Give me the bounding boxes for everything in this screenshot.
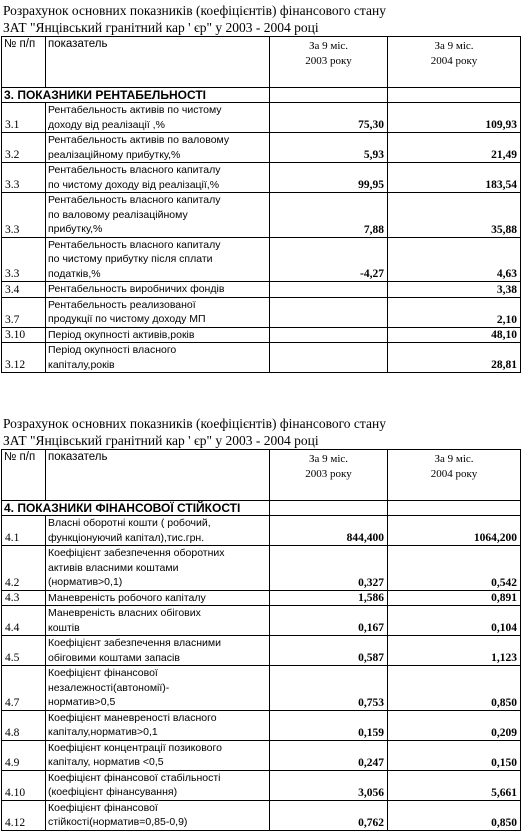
row-number: 3.7 bbox=[2, 297, 46, 327]
value-2003: 0,762 bbox=[270, 800, 388, 830]
header-2004-line2: 2004 року bbox=[430, 55, 478, 67]
header-2003-line1: За 9 міс. bbox=[308, 40, 349, 52]
header-2003-line1: За 9 міс. bbox=[308, 453, 349, 465]
indicator-name-line: Період окупності активів,років bbox=[48, 328, 195, 341]
row-number: 3.1 bbox=[2, 103, 46, 133]
header-2004-line1: За 9 міс. bbox=[434, 453, 474, 465]
document-title-line1: Розрахунок основних показників (коефіцієнтів) фінансового стану bbox=[3, 416, 386, 431]
table-row bbox=[2, 163, 521, 193]
indicator-name-line: капіталу, норматив <0,5 bbox=[48, 756, 164, 768]
table-row bbox=[2, 606, 521, 636]
row-number: 4.10 bbox=[2, 770, 46, 800]
indicator-name-line: (коефіцієнт фінансування) bbox=[48, 786, 178, 798]
indicator-name-line: Коефіцієнт фінансової стабільності bbox=[48, 771, 221, 784]
indicator-name-line: по чистому доходу від реалізації,% bbox=[48, 178, 220, 191]
value-2004: 0,209 bbox=[388, 710, 521, 740]
indicator-name bbox=[46, 163, 270, 193]
header-num: № п/п bbox=[2, 37, 46, 88]
indicator-name-line: незалежності(автономії)- bbox=[48, 681, 170, 694]
table-row bbox=[2, 546, 521, 591]
row-number: 4.12 bbox=[2, 800, 46, 830]
indicator-name-line: стійкості(норматив=0,85-0,9) bbox=[48, 816, 188, 828]
table-row bbox=[2, 327, 521, 343]
row-number: 4.5 bbox=[2, 636, 46, 666]
stability-table bbox=[1, 449, 521, 831]
indicator-name-line: Коефіцієнт концентрації позикового bbox=[48, 741, 222, 754]
value-2003: 0,247 bbox=[270, 740, 388, 770]
value-2004: 109,93 bbox=[388, 103, 521, 133]
row-number: 4.3 bbox=[2, 590, 46, 606]
value-2003: 0,753 bbox=[270, 666, 388, 711]
value-2004: 0,150 bbox=[388, 740, 521, 770]
value-2003 bbox=[270, 343, 388, 373]
indicator-name-line: по валовому реалізаційному bbox=[48, 208, 188, 221]
value-2004: 0,542 bbox=[388, 546, 521, 591]
table-row bbox=[2, 282, 521, 298]
header-2004 bbox=[388, 450, 521, 501]
row-number: 3.2 bbox=[2, 133, 46, 163]
indicator-name-line: реалізаційному прибутку,% bbox=[48, 148, 181, 161]
row-number: 3.12 bbox=[2, 343, 46, 373]
value-2004: 28,81 bbox=[388, 343, 521, 373]
table-row bbox=[2, 666, 521, 711]
section-label: 4. ПОКАЗНИКИ ФІНАНСОВОЇ СТІЙКОСТІ bbox=[2, 501, 270, 516]
table-row bbox=[2, 516, 521, 546]
indicator-name bbox=[46, 193, 270, 238]
row-number: 3.3 bbox=[2, 237, 46, 282]
indicator-name-line: Рентабельность виробничих фондів bbox=[48, 283, 225, 295]
row-number: 4.7 bbox=[2, 666, 46, 711]
indicator-name bbox=[46, 327, 270, 343]
indicator-name-line: Коефіцієнт забезпечення власними bbox=[48, 637, 221, 649]
value-2004: 2,10 bbox=[388, 297, 521, 327]
value-2003: 99,95 bbox=[270, 163, 388, 193]
value-2003: 844,400 bbox=[270, 516, 388, 546]
indicator-name bbox=[46, 800, 270, 830]
value-2003: 0,327 bbox=[270, 546, 388, 591]
indicator-name-line: капіталу,років bbox=[48, 358, 115, 371]
row-number: 4.1 bbox=[2, 516, 46, 546]
table-row bbox=[2, 800, 521, 830]
value-2004: 21,49 bbox=[388, 133, 521, 163]
value-2004: 0,891 bbox=[388, 590, 521, 606]
value-2003: 7,88 bbox=[270, 193, 388, 238]
value-2003: 1,586 bbox=[270, 590, 388, 606]
indicator-name-line: Період окупності власного bbox=[48, 344, 177, 356]
row-number: 4.9 bbox=[2, 740, 46, 770]
indicator-name bbox=[46, 666, 270, 711]
value-2003: 0,167 bbox=[270, 606, 388, 636]
value-2003 bbox=[270, 282, 388, 298]
table-row bbox=[2, 710, 521, 740]
indicator-name bbox=[46, 606, 270, 636]
table-row bbox=[2, 770, 521, 800]
indicator-name-line: Рентабельность реализованої bbox=[48, 298, 196, 311]
indicator-name bbox=[46, 282, 270, 298]
row-number: 3.10 bbox=[2, 327, 46, 343]
row-number: 4.4 bbox=[2, 606, 46, 636]
value-2004: 48,10 bbox=[388, 327, 521, 343]
header-2003 bbox=[270, 37, 388, 88]
value-2004: 183,54 bbox=[388, 163, 521, 193]
indicator-name-line: продукції по чистому доходу МП bbox=[48, 313, 206, 325]
header-2004-line1: За 9 міс. bbox=[434, 40, 474, 52]
value-2004: 4,63 bbox=[388, 237, 521, 282]
value-2003: 0,159 bbox=[270, 710, 388, 740]
indicator-name-line: коштів bbox=[48, 621, 80, 634]
row-number: 4.2 bbox=[2, 546, 46, 591]
header-2004 bbox=[388, 37, 521, 88]
indicator-name-line: Рентабельность власного капиталу bbox=[48, 238, 221, 251]
indicator-name-line: (норматив>0,1) bbox=[48, 576, 123, 588]
indicator-name-line: Рентабельность активів по валовому bbox=[48, 134, 230, 146]
value-2003: 3,056 bbox=[270, 770, 388, 800]
indicator-name bbox=[46, 297, 270, 327]
indicator-name-line: податків,% bbox=[48, 267, 101, 280]
value-2004: 35,88 bbox=[388, 193, 521, 238]
indicator-name-line: Маневреність робочого капіталу bbox=[48, 591, 206, 604]
indicator-name-line: Коефіцієнт фінансової bbox=[48, 801, 158, 814]
indicator-name bbox=[46, 636, 270, 666]
indicator-name-line: норматив>0,5 bbox=[48, 696, 116, 708]
value-2003: 75,30 bbox=[270, 103, 388, 133]
table-row bbox=[2, 103, 521, 133]
indicator-name bbox=[46, 590, 270, 606]
row-number: 3.3 bbox=[2, 193, 46, 238]
document-title-line2: ЗАТ "Янцівський гранітний кар ' єр" у 2003 - 2004 році bbox=[3, 20, 319, 35]
indicator-name bbox=[46, 103, 270, 133]
indicator-name-line: Рентабельность власного капиталу bbox=[48, 194, 221, 206]
table-row bbox=[2, 740, 521, 770]
indicator-name-line: Власні оборотні кошти ( робочий, bbox=[48, 517, 211, 529]
indicator-name bbox=[46, 343, 270, 373]
value-2003: 5,93 bbox=[270, 133, 388, 163]
table-row bbox=[2, 297, 521, 327]
value-2004: 1064,200 bbox=[388, 516, 521, 546]
indicator-name-line: прибутку,% bbox=[48, 223, 103, 235]
value-2003: -4,27 bbox=[270, 237, 388, 282]
indicator-name bbox=[46, 770, 270, 800]
indicator-name-line: Коефіцієнт фінансової bbox=[48, 667, 158, 679]
indicator-name-line: доходу від реалізації ,% bbox=[48, 118, 165, 131]
table-row bbox=[2, 237, 521, 282]
indicator-name-line: активів власними коштами bbox=[48, 561, 179, 574]
table-row bbox=[2, 636, 521, 666]
financial-indicators-block-stability bbox=[0, 415, 522, 831]
row-number: 3.3 bbox=[2, 163, 46, 193]
row-number: 4.8 bbox=[2, 710, 46, 740]
section-label: 3. ПОКАЗНИКИ РЕНТАБЕЛЬНОСТІ bbox=[2, 88, 270, 103]
indicator-name-line: по чистому прибутку після сплати bbox=[48, 253, 213, 265]
indicator-name-line: капіталу,норматив>0,1 bbox=[48, 726, 158, 738]
profitability-table bbox=[1, 36, 521, 373]
header-2003 bbox=[270, 450, 388, 501]
table-row bbox=[2, 343, 521, 373]
value-2004: 0,104 bbox=[388, 606, 521, 636]
header-2004-line2: 2004 року bbox=[430, 468, 478, 480]
indicator-name bbox=[46, 133, 270, 163]
value-2004: 1,123 bbox=[388, 636, 521, 666]
table-row bbox=[2, 590, 521, 606]
document-title-line1: Розрахунок основних показників (коефіцієнтів) фінансового стану bbox=[3, 3, 386, 18]
indicator-name bbox=[46, 516, 270, 546]
header-2003-line2: 2003 року bbox=[305, 468, 352, 480]
value-2003 bbox=[270, 327, 388, 343]
document-title-line2: ЗАТ "Янцівський гранітний кар ' єр" у 2003 - 2004 році bbox=[3, 433, 319, 448]
header-num: № п/п bbox=[2, 450, 46, 501]
indicator-name-line: Рентабельность активів по чистому bbox=[48, 104, 222, 116]
value-2004: 0,850 bbox=[388, 666, 521, 711]
indicator-name bbox=[46, 546, 270, 591]
indicator-name-line: обіговими коштами запасів bbox=[48, 651, 180, 664]
indicator-name bbox=[46, 740, 270, 770]
header-name: показатель bbox=[46, 37, 270, 88]
table-row bbox=[2, 133, 521, 163]
value-2004: 0,850 bbox=[388, 800, 521, 830]
indicator-name-line: Коефіцієнт забезпечення оборотних bbox=[48, 547, 225, 559]
indicator-name-line: функціонуючий капітал),тис.грн. bbox=[48, 531, 205, 544]
header-name: показатель bbox=[46, 450, 270, 501]
value-2003: 0,587 bbox=[270, 636, 388, 666]
indicator-name bbox=[46, 710, 270, 740]
value-2003 bbox=[270, 297, 388, 327]
table-row bbox=[2, 193, 521, 238]
indicator-name-line: Рентабельность власного капиталу bbox=[48, 164, 221, 176]
indicator-name-line: Маневреність власних обігових bbox=[48, 607, 201, 619]
row-number: 3.4 bbox=[2, 282, 46, 298]
value-2004: 5,661 bbox=[388, 770, 521, 800]
indicator-name-line: Коефіцієнт маневреності власного bbox=[48, 711, 217, 724]
indicator-name bbox=[46, 237, 270, 282]
header-2003-line2: 2003 року bbox=[305, 55, 352, 67]
financial-indicators-block-profitability bbox=[0, 2, 522, 373]
value-2004: 3,38 bbox=[388, 282, 521, 298]
